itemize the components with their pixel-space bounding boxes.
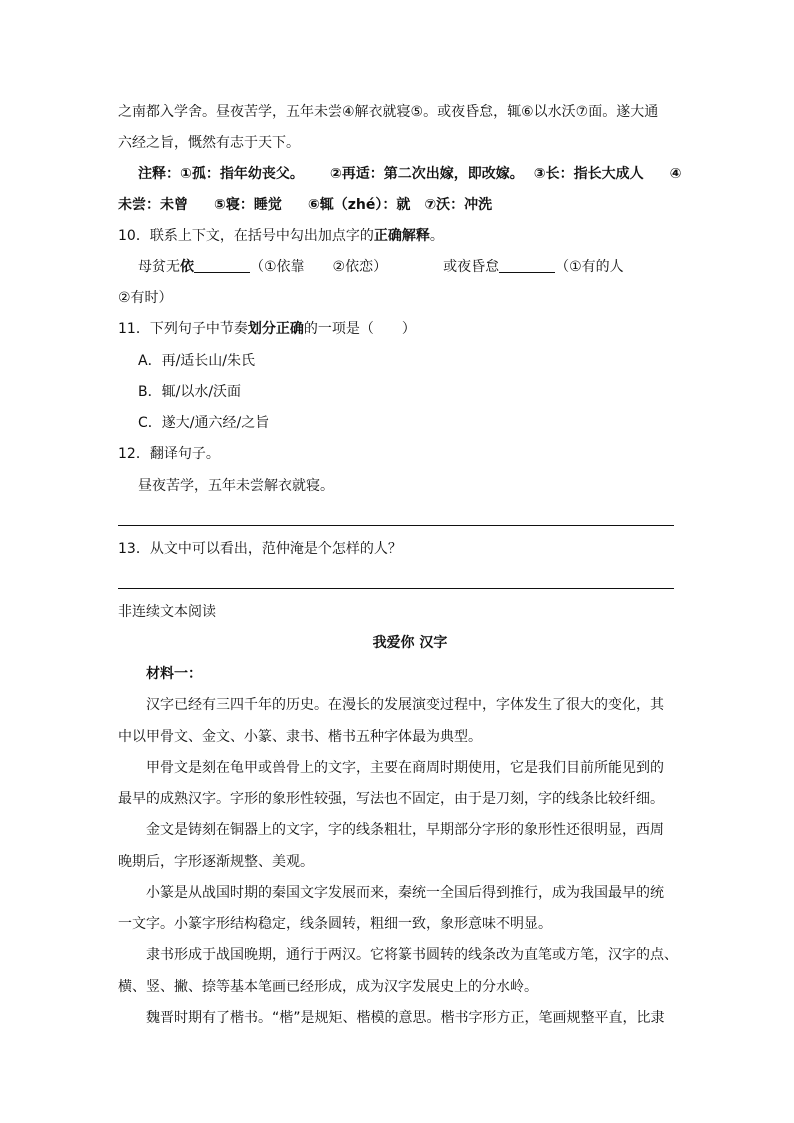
notes-line-1 [138,164,681,184]
question-10-cont: ②有时） [118,290,173,306]
question-12-stem: 12．翻译句子。 [118,446,220,462]
item-options: （①依靠 ②依恋） [250,259,388,275]
option-b[interactable]: B．辄/以水/沃面 [138,384,242,400]
stem-text: 10．联系上下文，在括号中勾出加点字的 [118,228,374,244]
question-13-stem: 13．从文中可以看出，范仲淹是个怎样的人？ [118,541,402,557]
paragraph-line: 金文是铸刻在铜器上的文字，字的线条粗壮，早期部分字形的象形性还很明显，西周 [146,822,664,838]
question-10-items [138,257,624,277]
answer-line-12[interactable] [118,525,674,526]
stem-bold: 划分正确 [247,321,304,337]
note-item: 未尝：未曾 [118,197,188,213]
stem-bold: 正确解释 [373,228,430,244]
note-item: ⑦沃：冲洗 [424,197,493,213]
paragraph-line: 晚期后，字形逐渐规整、美观。 [118,854,314,870]
item-suffix: 怠 [485,259,500,275]
answer-line-13[interactable] [118,588,674,589]
option-a[interactable]: A．再/适长山/朱氏 [138,353,256,369]
item-prefix: 或夜 [443,259,472,275]
note-item: ③长：指长大成人 [533,166,644,182]
item-prefix: 母贫无 [138,259,180,275]
passage-line: 六经之旨，慨然有志于天下。 [118,135,300,151]
paragraph-line: 一文字。小篆字形结构稳定，线条圆转，粗细一致，象形意味不明显。 [118,916,552,932]
paragraph-line: 最早的成熟汉字。字形的象形性较强，写法也不固定，由于是刀刻，字的线条比较纤细。 [118,791,664,807]
option-c[interactable]: C．遂大/通六经/之旨 [138,415,270,431]
section-heading: 非连续文本阅读 [118,604,216,620]
stem-text: 11．下列句子中节奏 [118,321,248,337]
paragraph-line: 中以甲骨文、金文、小篆、隶书、楷书五种字体最为典型。 [118,729,482,745]
note-item: ⑤寝：睡觉 [214,197,282,213]
answer-blank-2[interactable] [499,258,555,273]
note-item: 注释：①孤：指年幼丧父。 [138,166,304,182]
notes-line-2 [118,195,492,215]
paragraph-line: 横、竖、撇、捺等基本笔画已经形成，成为汉字发展史上的分水岭。 [118,979,538,995]
note-item: ②再适：第二次出嫁，即改嫁。 [329,166,524,182]
paragraph-line: 魏晋时期有了楷书。“楷”是规矩、楷模的意思。楷书字形方正，笔画规整平直，比隶 [146,1010,665,1026]
note-item: ⑥辄（zhé）：就 [307,197,411,213]
answer-blank-1[interactable] [194,258,250,273]
note-item: ④ [669,166,682,182]
article-title: 我爱你 汉字 [372,635,448,651]
paragraph-line: 小篆是从战国时期的秦国文字发展而来，秦统一全国后得到推行，成为我国最早的统 [146,885,664,901]
question-12-sentence: 昼夜苦学，五年未尝解衣就寝。 [138,478,334,494]
stem-text: 的一项是（ ） [303,321,416,337]
question-11-stem [118,319,416,339]
dotted-char: 昏 [471,259,486,275]
stem-text: 。 [429,228,444,244]
dotted-char: 依 [180,259,194,275]
item-options: （①有的人 [555,259,624,275]
paragraph-line: 汉字已经有三四千年的历史。在漫长的发展演变过程中，字体发生了很大的变化，其 [146,697,664,713]
question-10-stem [118,226,444,246]
paragraph-line: 甲骨文是刻在龟甲或兽骨上的文字，主要在商周时期使用，它是我们目前所能见到的 [146,760,664,776]
paragraph-line: 隶书形成于战国晚期，通行于两汉。它将篆书圆转的线条改为直笔或方笔，汉字的点、 [146,947,678,963]
material-label: 材料一： [146,666,202,682]
passage-line: 之南都入学舍。昼夜苦学，五年未尝④解衣就寝⑤。或夜昏怠，辄⑥以水沃⑦面。遂大通 [118,104,659,120]
